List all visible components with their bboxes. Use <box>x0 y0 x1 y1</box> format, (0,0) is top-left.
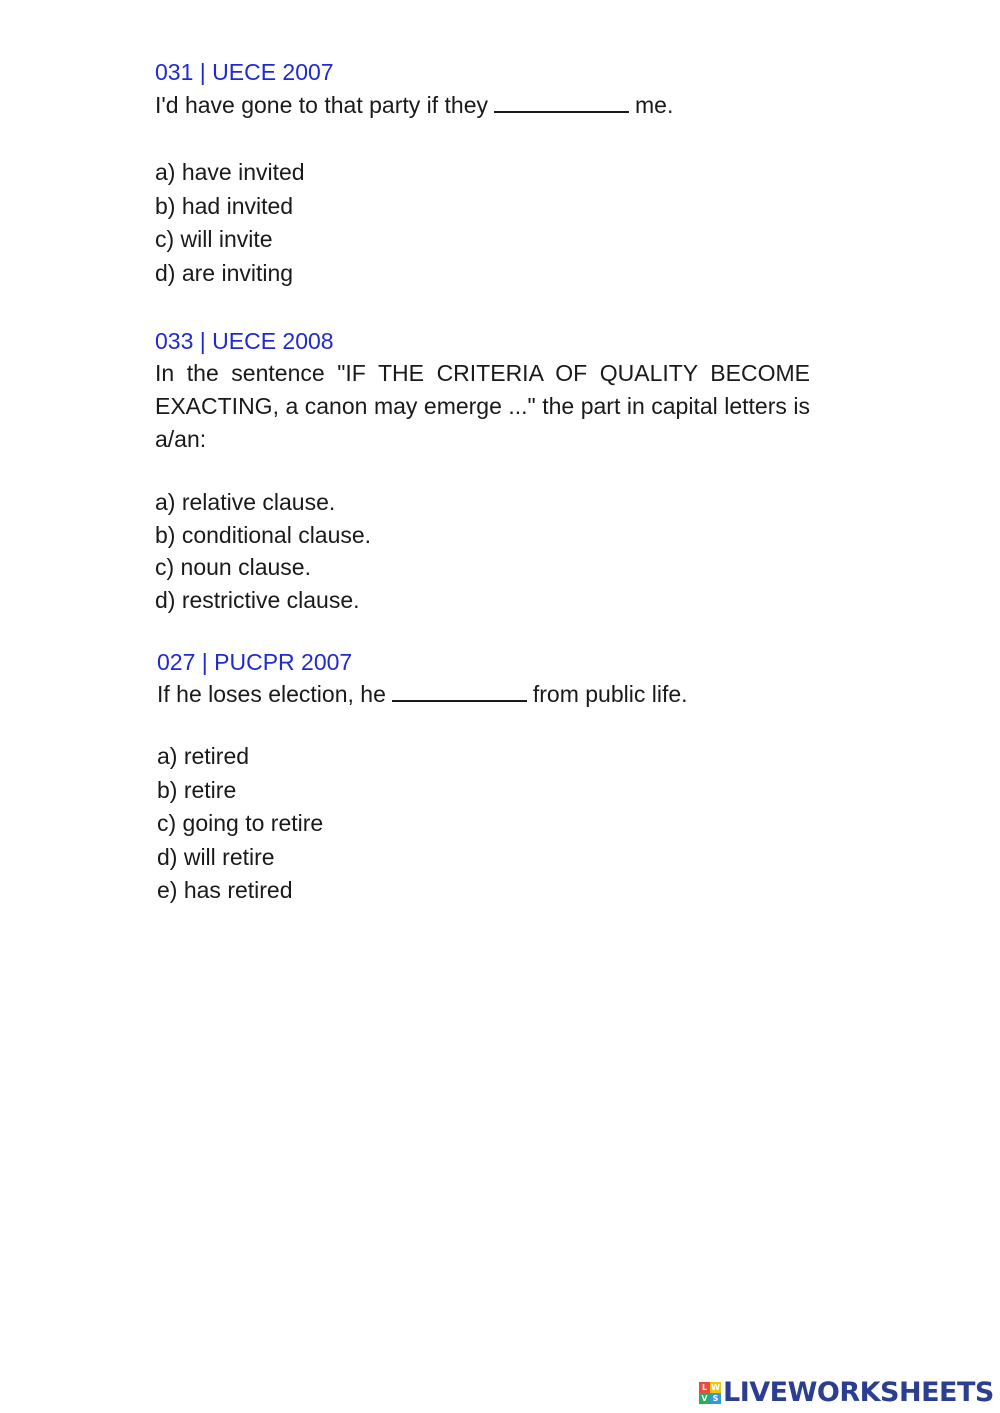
question-header: 031 | UECE 2007 <box>155 59 334 85</box>
option-item[interactable]: b) retire <box>157 776 237 803</box>
options-list <box>155 486 371 616</box>
option-item[interactable]: d) are inviting <box>155 259 294 286</box>
option-item[interactable]: c) going to retire <box>157 810 324 836</box>
option-item[interactable]: e) has retired <box>157 877 293 903</box>
option-item[interactable]: d) restrictive clause. <box>155 586 360 613</box>
stem-text-before: If he loses election, he <box>157 681 386 707</box>
liveworksheets-brand[interactable] <box>699 1378 994 1408</box>
stem-text-before: I'd have gone to that party if they <box>155 92 488 118</box>
question-stem <box>155 89 673 122</box>
stem-text-after: from public life. <box>532 681 688 707</box>
option-item[interactable]: a) have invited <box>155 159 305 185</box>
option-item[interactable]: b) had invited <box>155 192 294 219</box>
logo-letter-w: W <box>711 1383 720 1392</box>
option-item[interactable]: a) relative clause. <box>155 489 336 515</box>
logo-letter-s: S <box>710 1393 721 1404</box>
question-header: 027 | PUCPR 2007 <box>157 649 353 675</box>
brand-name: LIVEWORKSHEETS <box>723 1377 994 1408</box>
options-list <box>157 740 323 908</box>
answer-blank[interactable] <box>494 110 629 113</box>
stem-text-after: me. <box>635 92 674 118</box>
logo-letter-v: V <box>699 1393 710 1404</box>
question-header: 033 | UECE 2008 <box>155 328 334 354</box>
option-item[interactable]: c) will invite <box>155 226 273 252</box>
question-stem <box>157 678 688 711</box>
option-item[interactable]: b) conditional clause. <box>155 521 372 548</box>
options-list <box>155 156 305 290</box>
option-item[interactable]: a) retired <box>157 743 250 769</box>
option-item[interactable]: c) noun clause. <box>155 554 311 580</box>
option-item[interactable]: d) will retire <box>157 843 275 870</box>
answer-blank[interactable] <box>392 699 527 702</box>
liveworksheets-logo-icon <box>699 1382 721 1404</box>
question-stem: In the sentence "IF THE CRITERIA OF QUALITY BECOME EXACTING, a canon may emerge ..." the part in capital letters is a/an: <box>155 360 810 452</box>
logo-letter-l: L <box>699 1382 710 1393</box>
